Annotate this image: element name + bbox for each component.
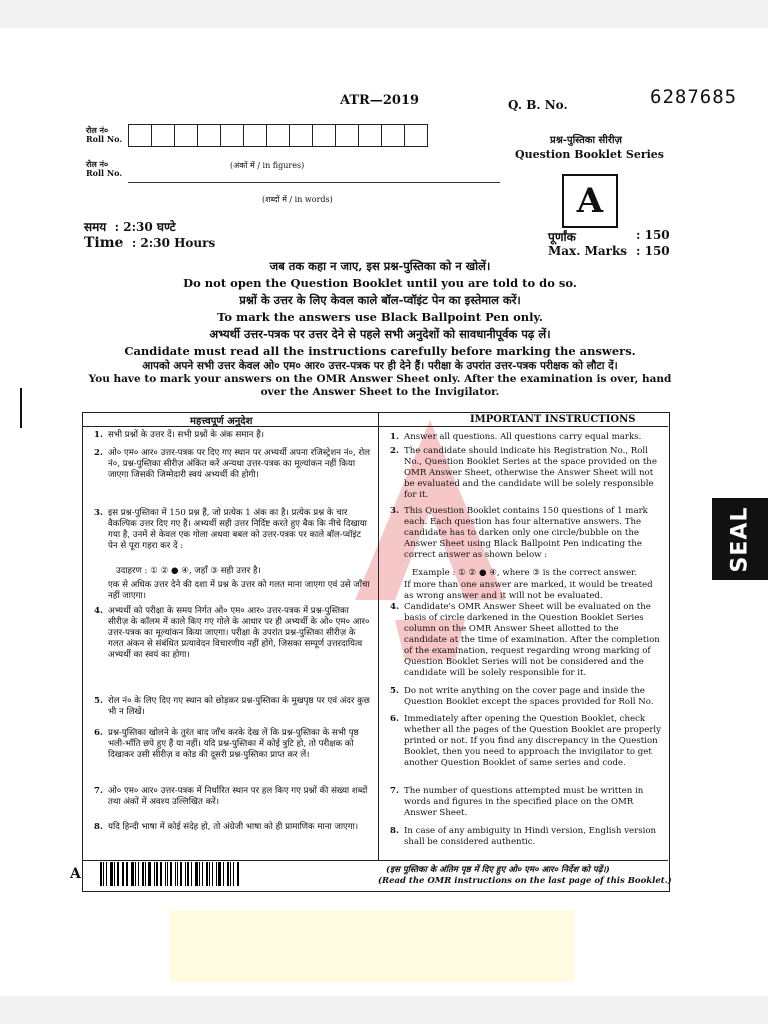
roll-no-figures-boxes[interactable]: [128, 124, 427, 147]
in-words-hint: (शब्दों में / in words): [262, 195, 333, 204]
instructions-footer-rule: [82, 860, 668, 861]
list-item: 2. The candidate should indicate his Registration No., Roll No., Question Booklet Series at the space provided on the OMR Answer Sheet, otherwise the Answer Sheet will not be evaluated and the candidate will be solely responsible for it.: [390, 446, 657, 500]
english-instructions-list: [390, 430, 662, 858]
marks-english-row: Max. Marks : 150: [548, 244, 670, 258]
list-item: एक से अधिक उत्तर देने की दशा में प्रश्न के उत्तर को गलत माना जाएगा एवं उसे जाँचा नहीं जाएगा।: [108, 580, 370, 601]
barcode-icon: [100, 862, 240, 886]
footer-series-letter: A: [70, 866, 81, 882]
hindi-instructions-title: महत्त्वपूर्ण अनुदेश: [190, 416, 253, 427]
roll-no-label: रोल नं० Roll No.: [86, 125, 123, 144]
instructions-header-rule: [82, 426, 668, 427]
list-item: If more than one answer are marked, it would be treated as wrong answer and it will not be evaluated.: [404, 580, 653, 601]
list-item: 3. इस प्रश्न-पुस्तिका में 150 प्रश्न हैं, जो प्रत्येक 1 अंक का है। प्रत्येक प्रश्न के चार वैकल्पिक उत्तर दिए गए हैं। अभ्यर्थी सही उत्तर निर्दिष्ट करते हुए बैक कि नीचे दिखाया गया है, उनमें से केवल एक गोला अथवा बबल को उत्तर-पत्रक पर काले बॉल-प्वॉइंट पेन से पूरा गहरा कर दें :: [94, 508, 367, 551]
qb-no-label: Q. B. No.: [508, 98, 568, 112]
highlight-banner: [170, 910, 574, 982]
margin-mark: [20, 388, 22, 428]
time-english-row: Time : 2:30 Hours: [84, 235, 216, 251]
exam-code: ATR—2019: [340, 93, 420, 108]
time-hindi-row: समय : 2:30 घण्टे: [84, 220, 176, 234]
series-label-hindi: प्रश्न-पुस्तिका सीरीज़: [550, 135, 622, 146]
footer-note-hindi: (इस पुस्तिका के अंतिम पृष्ठ में दिए हुए ओ० एम० आर० निर्देश को पढ़ें।): [386, 865, 610, 875]
roll-no-words-label: रोल नं० Roll No.: [86, 159, 123, 178]
list-item: 7. ओ० एम० आर० उत्तर-पत्रक में निर्धारित स्थान पर हल किए गए प्रश्नों की संख्या शब्दों तथा अंकों में अवश्य उल्लिखित करें।: [94, 786, 368, 807]
list-item: 4. अभ्यर्थी को परीक्षा के समय निर्गत ओ० एम० आर० उत्तर-पत्रक में प्रश्न-पुस्तिका सीरीज़ के कॉलम में काले किए गए गोले के आधार पर ही अभ्यर्थी के ओ० एम० आर० उत्तर-पत्रक का मूल्यांकन किया जाएगा। परीक्षा के उपरांत प्रश्न-पुस्तिका सीरीज़ के गलत अंकन से संबंधित प्रत्यावेदन विचारणीय नहीं होंगे, जिसका सम्पूर्ण उत्तरदायित्व अभ्यर्थी का स्वयं का होगा।: [94, 606, 370, 660]
in-figures-hint: (अंकों में / in figures): [230, 161, 305, 170]
booklet-serial-number: 6287685: [650, 86, 738, 108]
list-item: उदाहरण : ① ② ● ④, जहाँ ③ सही उत्तर है।: [116, 566, 261, 576]
footer-note-english: (Read the OMR instructions on the last page of this Booklet.): [378, 876, 672, 886]
english-instructions-title: IMPORTANT INSTRUCTIONS: [470, 414, 636, 425]
marks-hindi-row: पूर्णांक : 150: [548, 228, 670, 244]
series-box: A: [562, 174, 618, 228]
list-item: 2. ओ० एम० आर० उत्तर-पत्रक पर दिए गए स्थान पर अभ्यर्थी अपना रजिस्ट्रेशन नं०, रोल नं०, प्रश्न-पुस्तिका सीरीज़ अंकित करें अन्यथा उत्तर-पत्रक का मूल्यांकन नहीं किया जाएगा जिसकी जिम्मेदारी स्वयं अभ्यर्थी की होगी।: [94, 448, 370, 480]
list-item: 4. Candidate's OMR Answer Sheet will be evaluated on the basis of circle darkened in the Question Booklet Series column on the OMR Answer Sheet allotted to the candidate at the time of examination. After the completion of the examination, request regarding wrong marking of Question Booklet Series will not be considered and the candidate will be solely responsible for it.: [390, 602, 660, 678]
list-item: 1. सभी प्रश्नों के उत्तर दें। सभी प्रश्नों के अंक समान हैं।: [94, 430, 264, 440]
series-label-english: Question Booklet Series: [515, 148, 664, 161]
seal-tab: SEAL: [712, 498, 768, 580]
list-item: Example : ① ② ● ④, where ③ is the correct answer.: [412, 568, 638, 578]
list-item: 7. The number of questions attempted must be written in words and figures in the specified place on the OMR Answer Sheet.: [390, 786, 644, 818]
hindi-instructions-list: [94, 430, 370, 858]
list-item: 3. This Question Booklet contains 150 questions of 1 mark each. Each question has four alternative answers. The candidate has to darken only one circle/bubble on the Answer Sheet using Black Ballpoint Pen indicating the correct answer as shown below :: [390, 506, 648, 560]
column-divider: [378, 412, 379, 860]
list-item: 6. Immediately after opening the Question Booklet, check whether all the pages of the Question Booklet are properly printed or not. If you find any discrepancy in the Question Booklet, then you need to approach the invigilator to get another Question Booklet of same series and code.: [390, 714, 662, 768]
roll-no-words-field[interactable]: [128, 182, 500, 183]
list-item: 5. रोल नं० के लिए दिए गए स्थान को छोड़कर प्रश्न-पुस्तिका के मुखपृष्ठ पर एवं अंदर कुछ भी न लिखें।: [94, 696, 370, 717]
list-item: 1. Answer all questions. All questions carry equal marks.: [390, 432, 642, 442]
list-item: 6. प्रश्न-पुस्तिका खोलने के तुरंत बाद जाँच करके देख लें कि प्रश्न-पुस्तिका के सभी पृष्ठ भली-भाँति छपे हुए हैं या नहीं। यदि प्रश्न-पुस्तिका में कोई त्रुटि हो, तो परीक्षक को दिखाकर उसी सीरीज़ व कोड की दूसरी प्रश्न-पुस्तिका प्राप्त कर लें।: [94, 728, 359, 760]
general-instructions: जब तक कहा न जाए, इस प्रश्न-पुस्तिका को न खोलें। Do not open the Question Booklet until you are told to do so. प्रश्नों के उत्तर के लिए केवल काले बॉल-प्वॉइंट पेन का इस्तेमाल करें। To mark the answers use Black Ballpoint Pen only. अभ्यर्थी उत्तर-पत्रक पर उत्तर देने से पहले सभी अनुदेशों को सावधानीपूर्वक पढ़ लें। Candidate must read all the instructions carefully before marking the answers. आपको अपने सभी उत्तर केवल ओ० एम० आर० उत्तर-पत्रक पर ही देने हैं। परीक्षा के उपरांत उत्तर-पत्रक परीक्षक को लौटा दें। You have to mark your answers on the OMR Answer Sheet only. After the examination is over, hand over the Answer Sheet to the Invigilator.: [88, 259, 672, 398]
list-item: 8. In case of any ambiguity in Hindi version, English version shall be considered authentic.: [390, 826, 657, 847]
list-item: 8. यदि हिन्दी भाषा में कोई संदेह हो, तो अंग्रेजी भाषा को ही प्रामाणिक माना जाएगा।: [94, 822, 359, 832]
list-item: 5. Do not write anything on the cover page and inside the Question Booklet except the spaces provided for Roll No.: [390, 686, 654, 707]
